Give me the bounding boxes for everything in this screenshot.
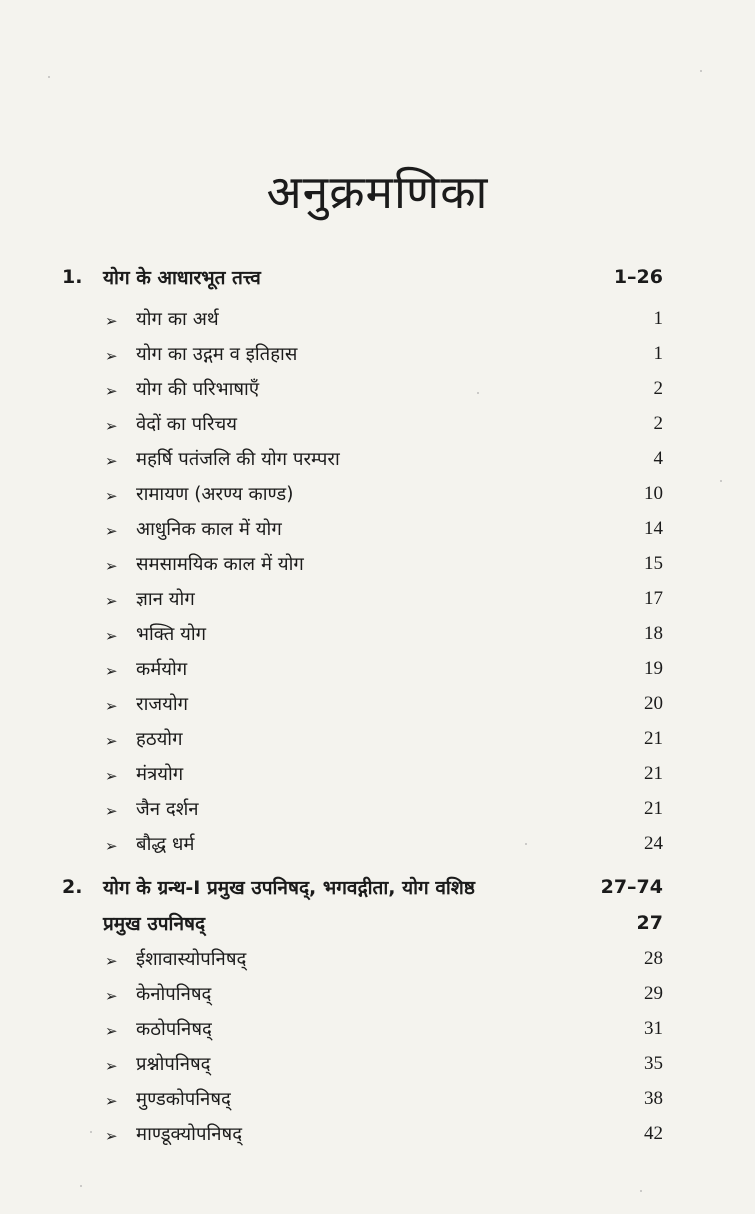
- toc-item-page: 31: [644, 1018, 663, 1039]
- toc-item-page: 28: [644, 948, 663, 969]
- toc-item-page: 1: [653, 308, 663, 329]
- toc-item-label: वेदों का परिचय: [136, 414, 238, 435]
- arrow-bullet-icon: ➢: [105, 732, 118, 750]
- toc-item: [0, 411, 755, 445]
- toc-item: [0, 946, 755, 980]
- arrow-bullet-icon: ➢: [105, 1022, 118, 1040]
- toc-item: [0, 1016, 755, 1050]
- section-page: 27: [636, 912, 663, 934]
- arrow-bullet-icon: ➢: [105, 1092, 118, 1110]
- toc-item-label: योग का उद्गम व इतिहास: [136, 344, 298, 365]
- toc-item-page: 15: [644, 553, 663, 574]
- toc-item: [0, 621, 755, 655]
- chapter-title: योग के ग्रन्थ-I प्रमुख उपनिषद्, भगवद्गीता, योग वशिष्ठ: [103, 877, 475, 899]
- chapter-number: 1.: [62, 266, 83, 288]
- toc-item-page: 10: [644, 483, 663, 504]
- toc-item-page: 21: [644, 763, 663, 784]
- arrow-bullet-icon: ➢: [105, 522, 118, 540]
- toc-item-page: 2: [653, 413, 663, 434]
- toc-item: [0, 1051, 755, 1085]
- arrow-bullet-icon: ➢: [105, 382, 118, 400]
- toc-item-label: भक्ति योग: [136, 624, 207, 645]
- toc-item-label: मंत्रयोग: [136, 764, 184, 785]
- toc-item-page: 1: [653, 343, 663, 364]
- toc-item-label: ज्ञान योग: [136, 589, 195, 610]
- arrow-bullet-icon: ➢: [105, 802, 118, 820]
- toc-item-label: कठोपनिषद्: [136, 1019, 212, 1040]
- toc-item: [0, 1121, 755, 1155]
- chapter-page-range: 1–26: [613, 266, 663, 288]
- toc-item-page: 17: [644, 588, 663, 609]
- toc-item-label: कर्मयोग: [136, 659, 188, 680]
- toc-item-label: प्रश्नोपनिषद्: [136, 1054, 211, 1075]
- arrow-bullet-icon: ➢: [105, 1127, 118, 1145]
- toc-item-page: 20: [644, 693, 663, 714]
- arrow-bullet-icon: ➢: [105, 837, 118, 855]
- arrow-bullet-icon: ➢: [105, 452, 118, 470]
- toc-item-label: हठयोग: [136, 729, 183, 750]
- toc-item: [0, 481, 755, 515]
- section-heading: [0, 910, 755, 944]
- arrow-bullet-icon: ➢: [105, 592, 118, 610]
- chapter-1-heading: [0, 264, 755, 298]
- section-title: प्रमुख उपनिषद्: [103, 913, 206, 935]
- toc-item-label: मुण्डकोपनिषद्: [136, 1089, 231, 1110]
- toc-item-label: योग की परिभाषाएँ: [136, 379, 260, 400]
- arrow-bullet-icon: ➢: [105, 987, 118, 1005]
- toc-item-label: बौद्ध धर्म: [136, 834, 195, 855]
- toc-item: [0, 306, 755, 340]
- toc-item: [0, 516, 755, 550]
- arrow-bullet-icon: ➢: [105, 952, 118, 970]
- toc-item: [0, 1086, 755, 1120]
- toc-item-page: 18: [644, 623, 663, 644]
- chapter-2-heading: [0, 874, 755, 908]
- toc-item: [0, 831, 755, 865]
- toc-item-label: महर्षि पतंजलि की योग परम्परा: [136, 449, 340, 470]
- toc-item-page: 24: [644, 833, 663, 854]
- toc-item-label: जैन दर्शन: [136, 799, 199, 820]
- toc-item-page: 14: [644, 518, 663, 539]
- toc-item: [0, 551, 755, 585]
- toc-item: [0, 586, 755, 620]
- toc-item: [0, 981, 755, 1015]
- toc-item-label: राजयोग: [136, 694, 189, 715]
- chapter-title: योग के आधारभूत तत्त्व: [103, 267, 261, 289]
- toc-item: [0, 796, 755, 830]
- toc-item-label: योग का अर्थ: [136, 309, 219, 330]
- toc-item-page: 21: [644, 798, 663, 819]
- toc-item-page: 38: [644, 1088, 663, 1109]
- toc-item-page: 35: [644, 1053, 663, 1074]
- arrow-bullet-icon: ➢: [105, 1057, 118, 1075]
- arrow-bullet-icon: ➢: [105, 487, 118, 505]
- arrow-bullet-icon: ➢: [105, 662, 118, 680]
- page-title: अनुक्रमणिका: [266, 165, 489, 219]
- chapter-number: 2.: [62, 876, 83, 898]
- toc-item-page: 29: [644, 983, 663, 1004]
- toc-item-page: 21: [644, 728, 663, 749]
- toc-item: [0, 726, 755, 760]
- arrow-bullet-icon: ➢: [105, 627, 118, 645]
- chapter-page-range: 27–74: [600, 876, 663, 898]
- arrow-bullet-icon: ➢: [105, 767, 118, 785]
- arrow-bullet-icon: ➢: [105, 557, 118, 575]
- toc-item: [0, 446, 755, 480]
- toc-item-label: केनोपनिषद्: [136, 984, 212, 1005]
- toc-item: [0, 376, 755, 410]
- toc-item-page: 19: [644, 658, 663, 679]
- arrow-bullet-icon: ➢: [105, 697, 118, 715]
- toc-item-page: 42: [644, 1123, 663, 1144]
- toc-item: [0, 341, 755, 375]
- toc-item: [0, 691, 755, 725]
- toc-item-label: समसामयिक काल में योग: [136, 554, 304, 575]
- toc-item-label: माण्डूक्योपनिषद्: [136, 1124, 243, 1145]
- arrow-bullet-icon: ➢: [105, 347, 118, 365]
- toc-item-label: आधुनिक काल में योग: [136, 519, 282, 540]
- toc-item-page: 4: [653, 448, 663, 469]
- arrow-bullet-icon: ➢: [105, 312, 118, 330]
- toc-item-label: ईशावास्योपनिषद्: [136, 949, 247, 970]
- arrow-bullet-icon: ➢: [105, 417, 118, 435]
- toc-item-label: रामायण (अरण्य काण्ड): [136, 484, 294, 505]
- toc-item: [0, 656, 755, 690]
- toc-item-page: 2: [653, 378, 663, 399]
- toc-item: [0, 761, 755, 795]
